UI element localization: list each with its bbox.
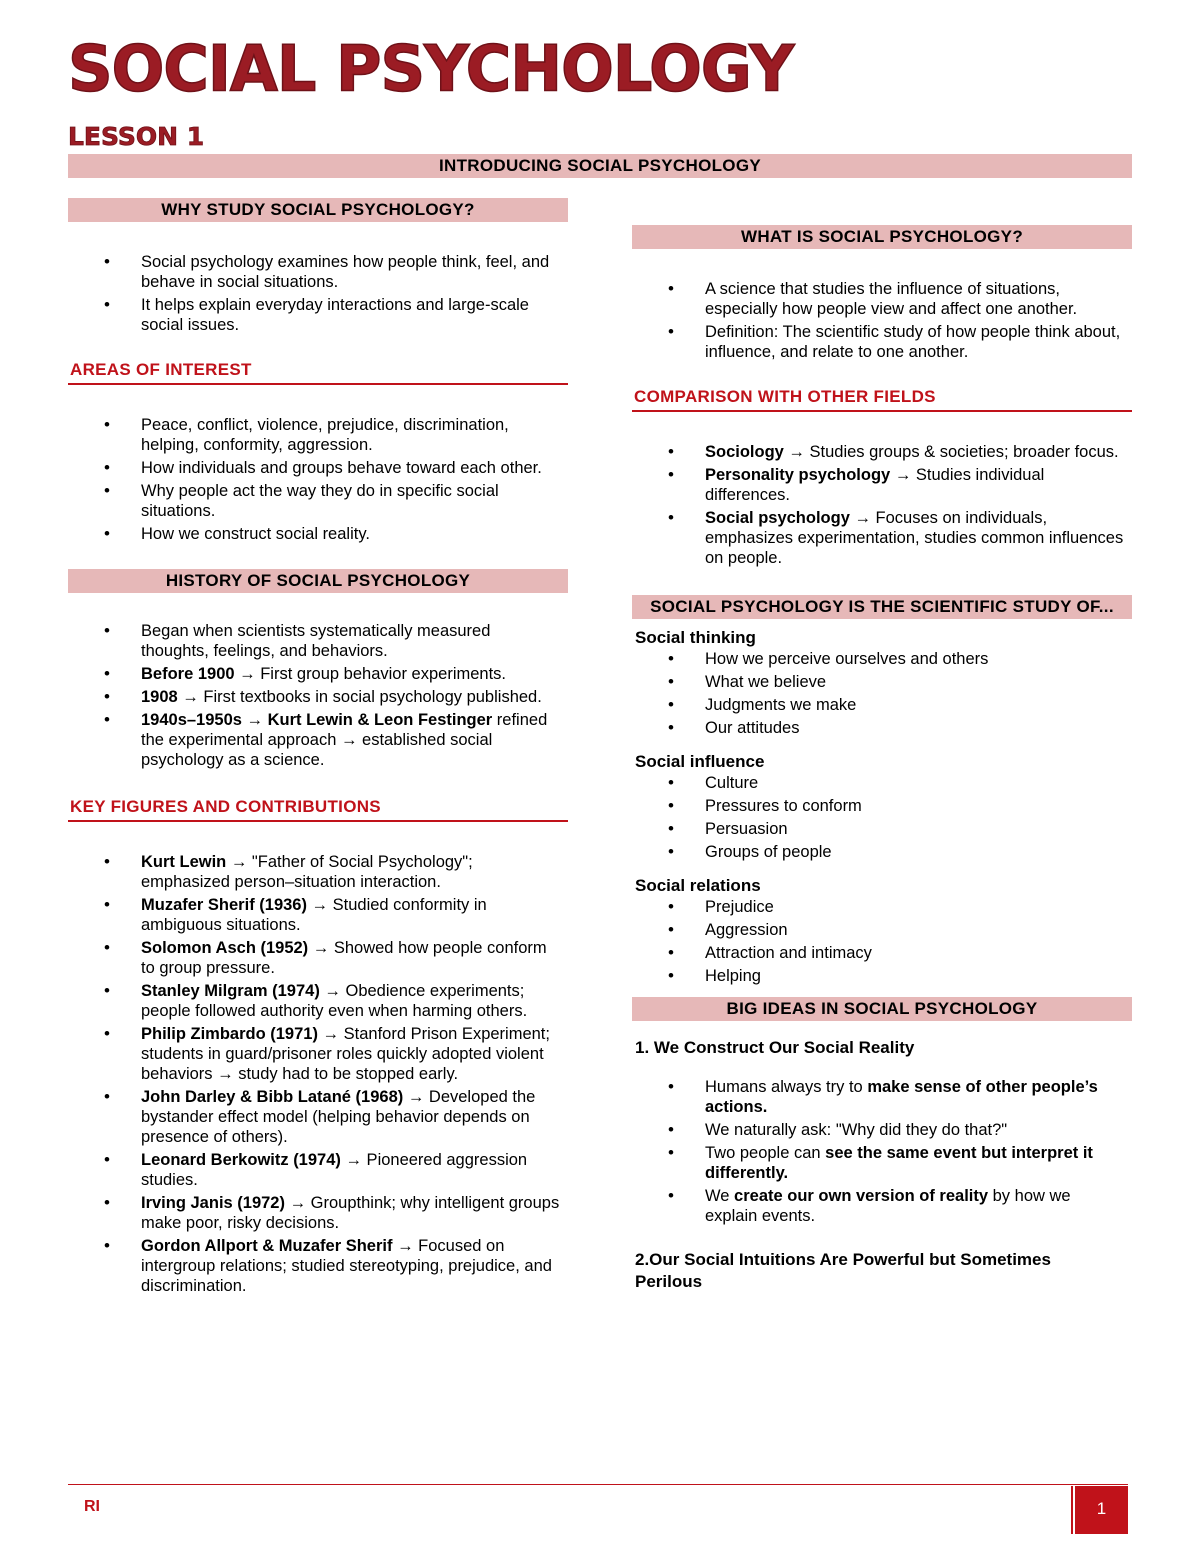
list-item: • Pressures to conform <box>632 796 1132 816</box>
why-study-list <box>68 252 568 335</box>
big-idea-2: 2.Our Social Intuitions Are Powerful but Sometimes Perilous <box>635 1250 1051 1291</box>
list-item: • Social psychology examines how people think, feel, and behave in social situations. <box>68 252 568 292</box>
scientific-study-heading: SOCIAL PSYCHOLOGY IS THE SCIENTIFIC STUDY OF... <box>632 595 1132 619</box>
social-relations-label: Social relations <box>635 876 761 895</box>
footer-divider <box>68 1484 1128 1485</box>
big-idea-1-list <box>632 1077 1132 1226</box>
list-item: • A science that studies the influence of situations, especially how people view and affect one another. <box>632 279 1132 319</box>
list-item <box>68 664 568 684</box>
key-figures-list <box>68 852 568 1296</box>
figure-text: → Focused on intergroup relations; studied stereotyping, prejudice, and discrimination. <box>141 1237 552 1295</box>
figure-name: Philip Zimbardo (1971) <box>141 1025 318 1043</box>
list-item <box>68 687 568 707</box>
figure-text: → "Father of Social Psychology"; emphasized person–situation interaction. <box>141 853 473 891</box>
list-item <box>632 508 1132 568</box>
list-item: • It helps explain everyday interactions and large-scale social issues. <box>68 295 568 335</box>
list-item <box>632 1077 1132 1117</box>
social-relations-list <box>632 897 1132 986</box>
idea-text: Humans always try to <box>705 1078 868 1096</box>
list-item <box>68 1150 568 1190</box>
comparison-heading: COMPARISON WITH OTHER FIELDS <box>632 387 1132 412</box>
figure-text: → Stanford Prison Experiment; students in guard/prisoner roles quickly adopted violent behaviors → study had to be stopped early. <box>141 1025 550 1083</box>
field-text: → Studies individual differences. <box>705 466 1045 504</box>
main-section-banner: INTRODUCING SOCIAL PSYCHOLOGY <box>68 154 1132 178</box>
areas-of-interest-list <box>68 415 568 544</box>
comparison-list <box>632 442 1132 568</box>
list-item: • How individuals and groups behave toward each other. <box>68 458 568 478</box>
social-thinking-label: Social thinking <box>635 628 756 647</box>
social-influence-label: Social influence <box>635 752 765 771</box>
list-item: • Culture <box>632 773 1132 793</box>
areas-of-interest-heading: AREAS OF INTEREST <box>68 360 568 385</box>
history-text: refined the experimental approach → established social psychology as a science. <box>141 711 548 769</box>
list-item: • What we believe <box>632 672 1132 692</box>
list-item <box>68 938 568 978</box>
idea-text: We <box>705 1187 735 1205</box>
figure-name: Muzafer Sherif (1936) <box>141 896 307 914</box>
list-item: • Why people act the way they do in specific social situations. <box>68 481 568 521</box>
list-item <box>68 1193 568 1233</box>
list-item: • How we perceive ourselves and others <box>632 649 1132 669</box>
history-year: Before 1900 <box>141 665 235 683</box>
figure-name: Stanley Milgram (1974) <box>141 982 320 1000</box>
idea-text: by how we explain events. <box>705 1187 1071 1225</box>
idea-emphasis: create our own version of reality <box>734 1187 989 1205</box>
figure-name: Leonard Berkowitz (1974) <box>141 1151 341 1169</box>
field-text: → Focuses on individuals, emphasizes experimentation, studies common influences on people. <box>705 509 1124 567</box>
list-item: • Aggression <box>632 920 1132 940</box>
document-title: SOCIAL PSYCHOLOGY <box>68 31 794 106</box>
list-item: • Peace, conflict, violence, prejudice, discrimination, helping, conformity, aggression. <box>68 415 568 455</box>
figure-name: Kurt Lewin <box>141 853 227 871</box>
list-item: • We naturally ask: "Why did they do that?" <box>632 1120 1132 1140</box>
history-year: 1940s–1950s → Kurt Lewin & Leon Festinger <box>141 711 493 729</box>
right-column <box>632 225 1132 1293</box>
list-item <box>68 895 568 935</box>
list-item: • Prejudice <box>632 897 1132 917</box>
list-item: • Definition: The scientific study of how people think about, influence, and relate to one another. <box>632 322 1132 362</box>
list-item <box>68 1236 568 1296</box>
why-study-heading: WHY STUDY SOCIAL PSYCHOLOGY? <box>68 198 568 222</box>
what-is-heading: WHAT IS SOCIAL PSYCHOLOGY? <box>632 225 1132 249</box>
field-name: Sociology <box>705 443 784 461</box>
list-item: • Persuasion <box>632 819 1132 839</box>
figure-text: → Showed how people conform to group pressure. <box>141 939 547 977</box>
footer-initials: RI <box>84 1498 100 1515</box>
figure-text: → Developed the bystander effect model (helping behavior depends on presence of others). <box>141 1088 536 1146</box>
list-item: • Began when scientists systematically measured thoughts, feelings, and behaviors. <box>68 621 568 661</box>
history-heading: HISTORY OF SOCIAL PSYCHOLOGY <box>68 569 568 593</box>
list-item <box>632 465 1132 505</box>
list-item <box>68 710 568 770</box>
figure-name: Irving Janis (1972) <box>141 1194 285 1212</box>
figure-text: → Groupthink; why intelligent groups make poor, risky decisions. <box>141 1194 560 1232</box>
social-influence-list <box>632 773 1132 862</box>
list-item <box>632 1186 1132 1226</box>
list-item: • Judgments we make <box>632 695 1132 715</box>
list-item <box>68 1087 568 1147</box>
figure-name: Solomon Asch (1952) <box>141 939 309 957</box>
field-name: Social psychology <box>705 509 850 527</box>
list-item <box>68 852 568 892</box>
idea-emphasis: see the same event but interpret it differently. <box>705 1144 1093 1182</box>
figure-name: John Darley & Bibb Latané (1968) <box>141 1088 404 1106</box>
list-item <box>632 442 1132 462</box>
field-name: Personality psychology <box>705 466 891 484</box>
figure-name: Gordon Allport & Muzafer Sherif <box>141 1237 393 1255</box>
list-item <box>632 1143 1132 1183</box>
lesson-label: LESSON 1 <box>68 122 205 151</box>
history-text: → First group behavior experiments. <box>234 665 507 683</box>
list-item: • Attraction and intimacy <box>632 943 1132 963</box>
history-text: → First textbooks in social psychology published. <box>177 688 542 706</box>
figure-text: → Obedience experiments; people followed authority even when harming others. <box>141 982 528 1020</box>
list-item <box>68 1024 568 1084</box>
list-item: • Groups of people <box>632 842 1132 862</box>
left-column <box>68 198 568 1299</box>
social-thinking-list <box>632 649 1132 738</box>
list-item <box>68 981 568 1021</box>
figure-text: → Pioneered aggression studies. <box>141 1151 528 1189</box>
big-ideas-heading: BIG IDEAS IN SOCIAL PSYCHOLOGY <box>632 997 1132 1021</box>
idea-text: Two people can <box>705 1144 826 1162</box>
history-list <box>68 621 568 770</box>
figure-text: → Studied conformity in ambiguous situations. <box>141 896 487 934</box>
field-text: → Studies groups & societies; broader focus. <box>783 443 1119 461</box>
history-year: 1908 <box>141 688 178 706</box>
list-item: • Our attitudes <box>632 718 1132 738</box>
page-number-edge <box>1071 1486 1073 1534</box>
key-figures-heading: KEY FIGURES AND CONTRIBUTIONS <box>68 797 568 822</box>
list-item: • How we construct social reality. <box>68 524 568 544</box>
what-is-list <box>632 279 1132 362</box>
idea-emphasis: make sense of other people’s actions. <box>705 1078 1098 1116</box>
page-number: 1 <box>1075 1486 1128 1534</box>
list-item: • Helping <box>632 966 1132 986</box>
big-idea-1: 1. We Construct Our Social Reality <box>635 1038 915 1057</box>
